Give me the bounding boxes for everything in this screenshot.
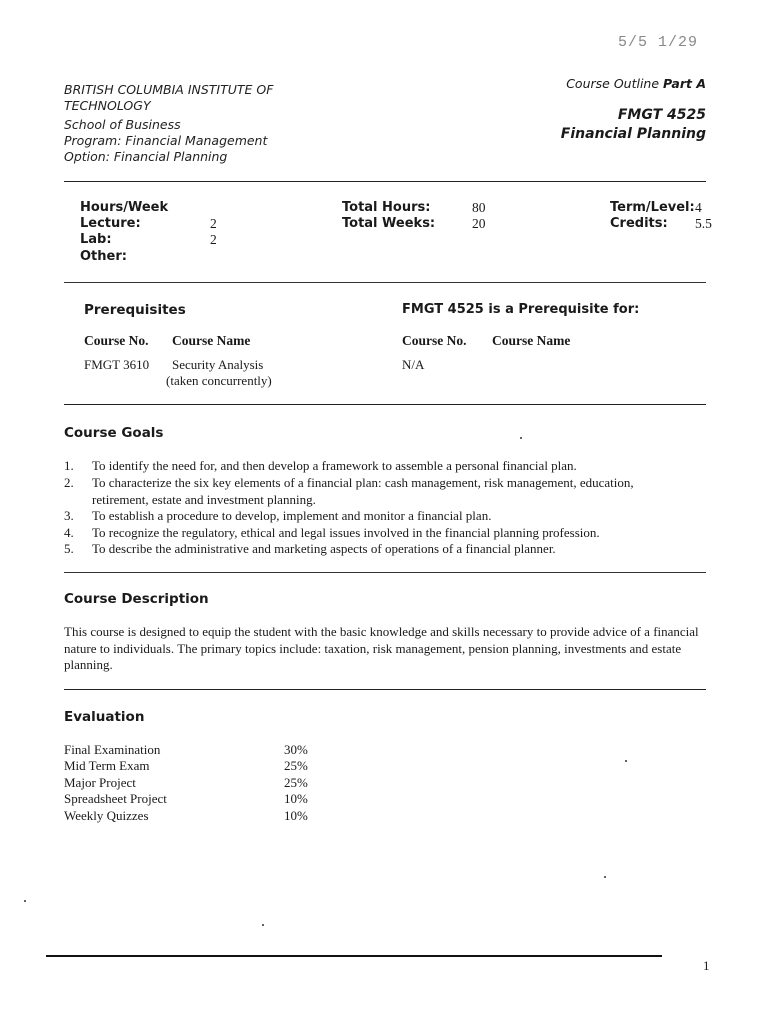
prereq-for-col-course-no: Course No. bbox=[402, 333, 467, 348]
scan-speck bbox=[262, 924, 264, 926]
goal-number: 5. bbox=[64, 541, 74, 556]
total-weeks-label: Total Weeks: bbox=[342, 216, 436, 231]
divider-5 bbox=[64, 689, 706, 690]
goal-number: 1. bbox=[64, 458, 74, 473]
outline-label-text: Course Outline bbox=[566, 76, 660, 91]
option-name: Option: Financial Planning bbox=[64, 149, 228, 164]
lecture-label: Lecture: bbox=[80, 216, 141, 231]
goal-text: To characterize the six key elements of a financial plan: cash management, risk management, education, bbox=[92, 475, 634, 490]
prereq-col-course-no: Course No. bbox=[84, 333, 149, 348]
prereq-col-course-name: Course Name bbox=[172, 333, 251, 348]
footer-rule bbox=[46, 955, 662, 957]
course-goals-title: Course Goals bbox=[64, 425, 164, 441]
evaluation-percent: 25% bbox=[284, 758, 308, 773]
evaluation-item: Mid Term Exam bbox=[64, 758, 150, 773]
course-code: FMGT 4525 bbox=[617, 107, 706, 123]
prereq-for-col-course-name: Course Name bbox=[492, 333, 571, 348]
prerequisite-for-title: FMGT 4525 is a Prerequisite for: bbox=[402, 302, 640, 317]
divider-1 bbox=[64, 181, 706, 182]
credits-value: 5.5 bbox=[695, 216, 712, 231]
lab-value: 2 bbox=[210, 232, 217, 247]
scan-speck bbox=[625, 760, 627, 762]
evaluation-title: Evaluation bbox=[64, 709, 145, 725]
scan-speck bbox=[604, 876, 606, 878]
evaluation-percent: 10% bbox=[284, 791, 308, 806]
institution-block bbox=[64, 82, 394, 165]
total-hours-label: Total Hours: bbox=[342, 200, 431, 215]
goal-number: 2. bbox=[64, 475, 74, 490]
evaluation-item: Final Examination bbox=[64, 742, 161, 757]
total-weeks-value: 20 bbox=[472, 216, 486, 231]
goal-number: 4. bbox=[64, 525, 74, 540]
scan-speck bbox=[520, 437, 522, 439]
prerequisites-title: Prerequisites bbox=[84, 302, 186, 318]
outline-label bbox=[406, 76, 706, 91]
goal-text-continued: retirement, estate and investment planning. bbox=[92, 492, 316, 507]
other-label: Other: bbox=[80, 249, 127, 264]
prereq-row-name-line1: Security Analysis bbox=[172, 357, 264, 372]
institution-name-line1: BRITISH COLUMBIA INSTITUTE OF bbox=[64, 82, 274, 97]
evaluation-percent: 25% bbox=[284, 775, 308, 790]
evaluation-item: Major Project bbox=[64, 775, 136, 790]
divider-2 bbox=[64, 282, 706, 283]
evaluation-percent: 10% bbox=[284, 808, 308, 823]
credits-label: Credits: bbox=[610, 216, 668, 231]
total-hours-value: 80 bbox=[472, 200, 486, 215]
prereq-for-row-course-no: N/A bbox=[402, 357, 425, 372]
prereq-row-course-name bbox=[166, 357, 272, 389]
term-level-value: 4 bbox=[695, 200, 702, 215]
outline-part: Part A bbox=[663, 76, 706, 91]
lab-label: Lab: bbox=[80, 232, 112, 247]
evaluation-percent: 30% bbox=[284, 742, 308, 757]
evaluation-item: Spreadsheet Project bbox=[64, 791, 167, 806]
prereq-row-course-no: FMGT 3610 bbox=[84, 357, 150, 372]
school-name: School of Business bbox=[64, 117, 181, 132]
course-description-title: Course Description bbox=[64, 591, 209, 607]
hours-week-label: Hours/Week bbox=[80, 200, 169, 215]
prereq-row-name-line2: (taken concurrently) bbox=[166, 373, 272, 388]
term-level-label: Term/Level: bbox=[610, 200, 695, 215]
evaluation-item: Weekly Quizzes bbox=[64, 808, 149, 823]
divider-3 bbox=[64, 404, 706, 405]
scan-speck bbox=[24, 900, 26, 902]
handwritten-stamp: 5/5 1/29 bbox=[618, 34, 699, 51]
goal-number: 3. bbox=[64, 508, 74, 523]
goal-text: To describe the administrative and marketing aspects of operations of a financial planner. bbox=[92, 541, 556, 556]
page-number: 1 bbox=[703, 958, 710, 973]
goal-text: To recognize the regulatory, ethical and legal issues involved in the financial planning profession. bbox=[92, 525, 600, 540]
lecture-value: 2 bbox=[210, 216, 217, 231]
course-title: Financial Planning bbox=[560, 126, 706, 142]
goal-text: To identify the need for, and then develop a framework to assemble a personal financial plan. bbox=[92, 458, 577, 473]
program-name: Program: Financial Management bbox=[64, 133, 268, 148]
divider-4 bbox=[64, 572, 706, 573]
goal-text: To establish a procedure to develop, implement and monitor a financial plan. bbox=[92, 508, 492, 523]
course-description-text: This course is designed to equip the student with the basic knowledge and skills necessary to provide advice of a financial nature to individuals. The primary topics include: taxation, risk management, pension planning, investments and estate planning. bbox=[64, 624, 699, 672]
institution-name-line2: TECHNOLOGY bbox=[64, 98, 151, 113]
